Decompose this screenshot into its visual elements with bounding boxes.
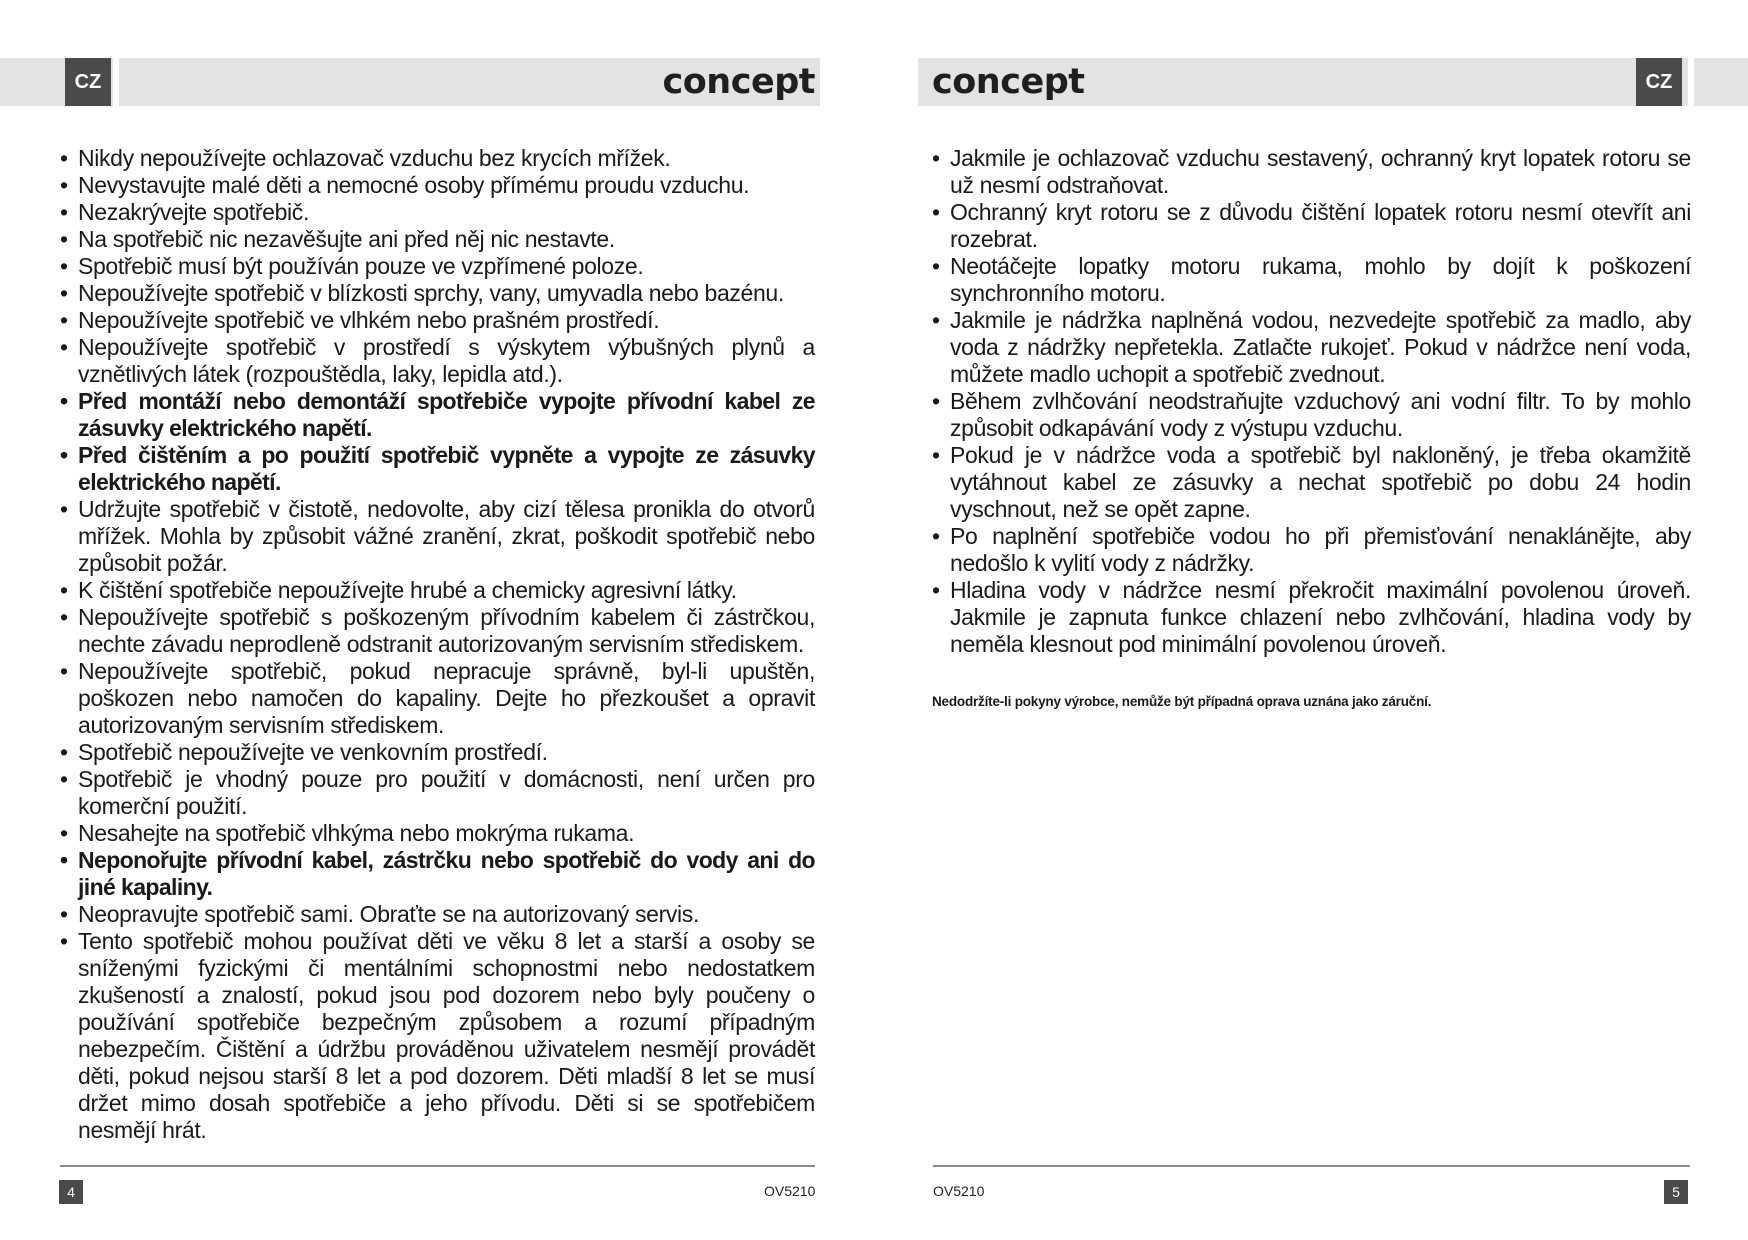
safety-list-right: [932, 145, 1691, 658]
bullet-item: • Po naplnění spotřebiče vodou ho při přemisťování nenaklánějte, aby nedošlo k vylití vody z nádržky.: [932, 523, 1691, 577]
bullet-item: • Udržujte spotřebič v čistotě, nedovolte, aby cizí tělesa pronikla do otvorů mřížek. Mohla by způsobit vážné zranění, zkrat, poškodit spotřebič nebo způsobit požár.: [60, 496, 815, 577]
safety-list-left: [60, 145, 815, 1144]
model-number-left: OV5210: [764, 1183, 816, 1199]
bullet-item: • Nikdy nepoužívejte ochlazovač vzduchu bez krycích mřížek.: [60, 145, 815, 172]
language-badge-right: CZ: [1636, 58, 1682, 106]
page-number-right: 5: [1664, 1180, 1688, 1204]
bullet-item: • Nevystavujte malé děti a nemocné osoby přímému proudu vzduchu.: [60, 172, 815, 199]
bullet-item: • Na spotřebič nic nezavěšujte ani před něj nic nestavte.: [60, 226, 815, 253]
model-number-right: OV5210: [933, 1183, 985, 1199]
bullet-item: • Neotáčejte lopatky motoru rukama, mohlo by dojít k poškození synchronního motoru.: [932, 253, 1691, 307]
page-number-left: 4: [59, 1180, 83, 1204]
bullet-item: • Nepoužívejte spotřebič v prostředí s výskytem výbušných plynů a vznětlivých látek (rozpouštědla, laky, lepidla atd.).: [60, 334, 815, 388]
bullet-item: • Neopravujte spotřebič sami. Obraťte se na autorizovaný servis.: [60, 901, 815, 928]
header-gutter: [820, 58, 918, 106]
bullet-item: • Jakmile je ochlazovač vzduchu sestavený, ochranný kryt lopatek rotoru se už nesmí odstraňovat.: [932, 145, 1691, 199]
footer-rule-right: [933, 1165, 1690, 1167]
bullet-item: • Ochranný kryt rotoru se z důvodu čištění lopatek rotoru nesmí otevřít ani rozebrat.: [932, 199, 1691, 253]
bullet-item: • K čištění spotřebiče nepoužívejte hrubé a chemicky agresivní látky.: [60, 577, 815, 604]
bullet-item: • Nepoužívejte spotřebič s poškozeným přívodním kabelem či zástrčkou, nechte závadu neprodleně odstranit autorizovaným servisním střediskem.: [60, 604, 815, 658]
bullet-item: • Před čištěním a po použití spotřebič vypněte a vypojte ze zásuvky elektrického napětí.: [60, 442, 815, 496]
bullet-item: • Spotřebič je vhodný pouze pro použití v domácnosti, není určen pro komerční použití.: [60, 766, 815, 820]
footer-rule-left: [60, 1165, 815, 1167]
bullet-item: • Před montáží nebo demontáží spotřebiče vypojte přívodní kabel ze zásuvky elektrického napětí.: [60, 388, 815, 442]
bullet-item: • Nepoužívejte spotřebič v blízkosti sprchy, vany, umyvadla nebo bazénu.: [60, 280, 815, 307]
bullet-item: • Nepoužívejte spotřebič, pokud nepracuje správně, byl-li upuštěn, poškozen nebo namočen do kapaliny. Dejte ho přezkoušet a opravit autorizovaným servisním střediskem.: [60, 658, 815, 739]
warranty-note: Nedodržíte-li pokyny výrobce, nemůže být případná oprava uznána jako záruční.: [932, 694, 1432, 709]
bullet-item: • Neponořujte přívodní kabel, zástrčku nebo spotřebič do vody ani do jiné kapaliny.: [60, 847, 815, 901]
bullet-item: • Tento spotřebič mohou používat děti ve věku 8 let a starší a osoby se sníženými fyzickými či mentálními schopnostmi nebo nedostatkem zkušeností a znalostí, pokud jsou pod dozorem nebo byly poučeny o používání spotřebiče bezpečným způsobem a rozumí případným nebezpečím. Čištění a údržbu prováděnou uživatelem nesmějí provádět děti, pokud nejsou starší 8 let a pod dozorem. Děti mladší 8 let se musí držet mimo dosah spotřebiče a jeho přívodu. Děti si se spotřebičem nesmějí hrát.: [60, 928, 815, 1144]
bullet-item: • Spotřebič musí být používán pouze ve vzpřímené poloze.: [60, 253, 815, 280]
bullet-item: • Nepoužívejte spotřebič ve vlhkém nebo prašném prostředí.: [60, 307, 815, 334]
bullet-item: • Během zvlhčování neodstraňujte vzduchový ani vodní filtr. To by mohlo způsobit odkapávání vody z výstupu vzduchu.: [932, 388, 1691, 442]
bullet-item: • Jakmile je nádržka naplněná vodou, nezvedejte spotřebič za madlo, aby voda z nádržky nepřetekla. Zatlačte rukojeť. Pokud v nádržce není voda, můžete madlo uchopit a spotřebič zvednout.: [932, 307, 1691, 388]
bullet-item: • Hladina vody v nádržce nesmí překročit maximální povolenou úroveň. Jakmile je zapnuta funkce chlazení nebo zvlhčování, hladina vody by neměla klesnout pod minimální povolenou úroveň.: [932, 577, 1691, 658]
bullet-item: • Nezakrývejte spotřebič.: [60, 199, 815, 226]
right-page-column: [932, 145, 1691, 658]
header-divider-left: [113, 58, 119, 106]
header-divider-right: [1688, 58, 1694, 106]
bullet-item: • Spotřebič nepoužívejte ve venkovním prostředí.: [60, 739, 815, 766]
bullet-item: • Pokud je v nádržce voda a spotřebič byl nakloněný, je třeba okamžitě vytáhnout kabel ze zásuvky a nechat spotřebič po dobu 24 hodin vyschnout, než se opět zapne.: [932, 442, 1691, 523]
language-badge-left: CZ: [65, 58, 111, 106]
brand-logo-left: concept: [662, 62, 815, 102]
brand-logo-right: concept: [932, 62, 1085, 102]
left-page-column: [60, 145, 815, 1144]
bullet-item: • Nesahejte na spotřebič vlhkýma nebo mokrýma rukama.: [60, 820, 815, 847]
